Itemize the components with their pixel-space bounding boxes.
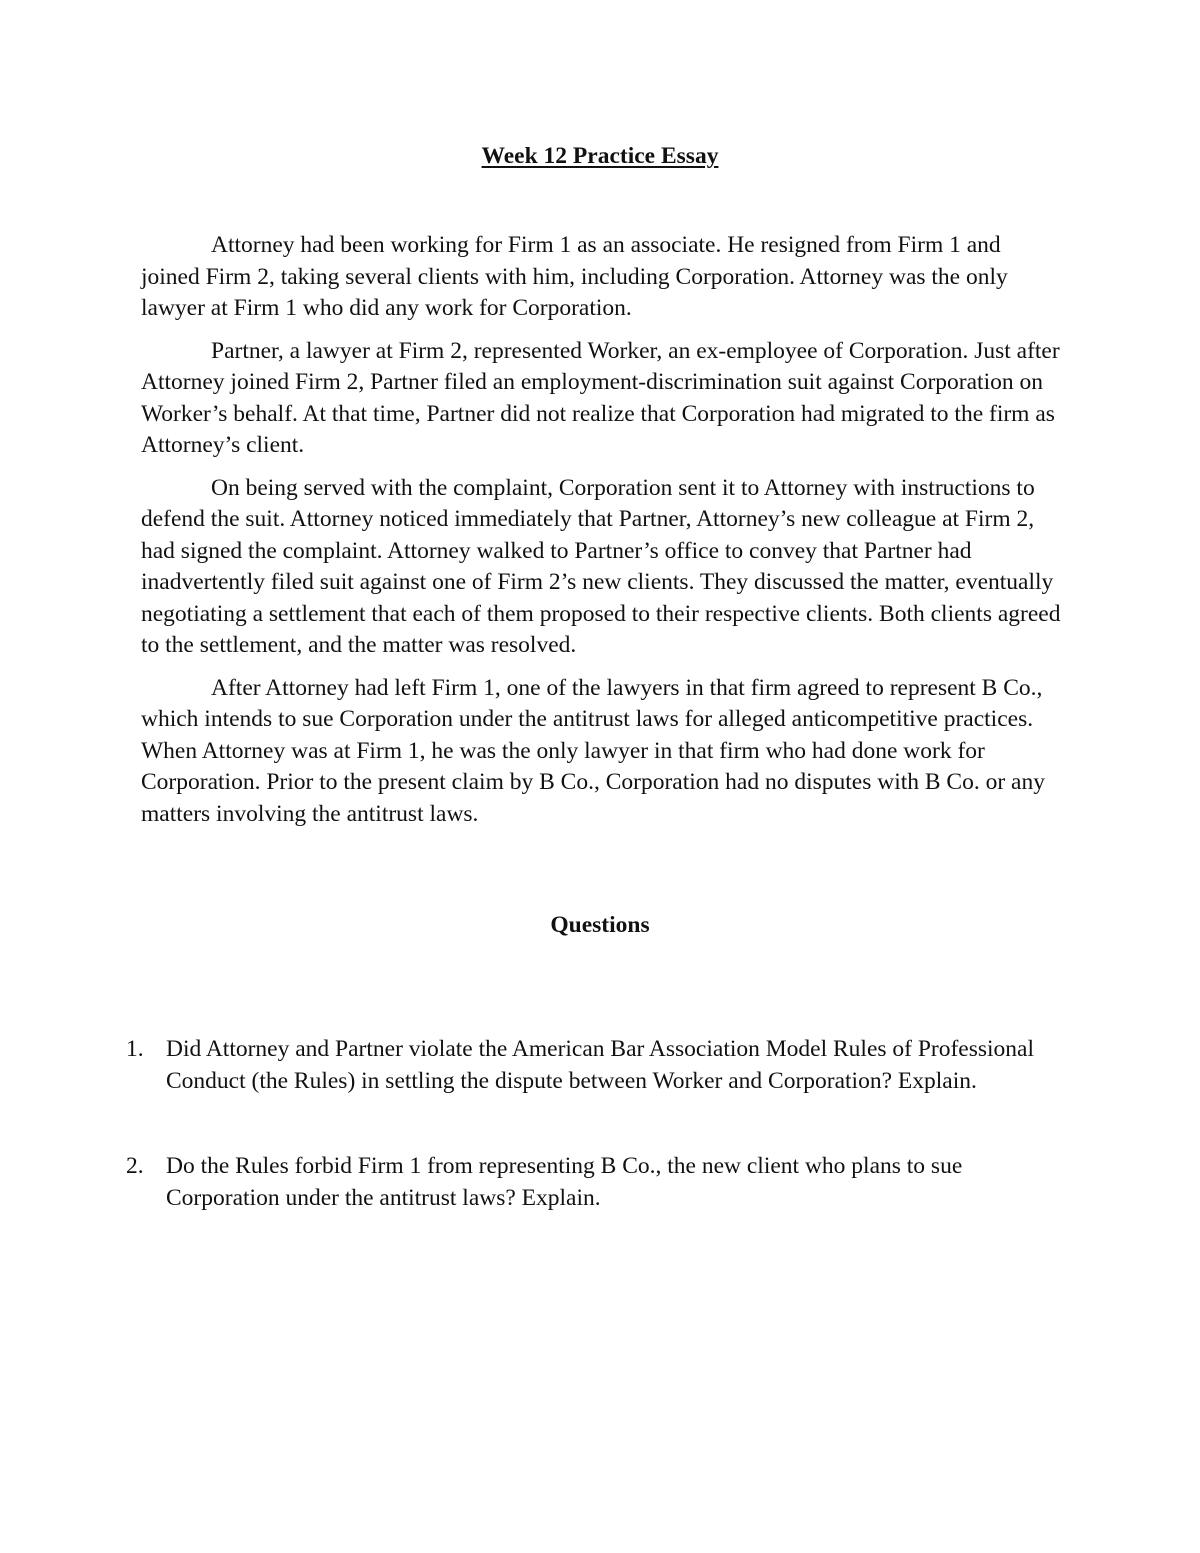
paragraph-2: Partner, a lawyer at Firm 2, represented Worker, an ex-employee of Corporation. Just after Attorney joined Firm 2, Partner filed an employment-discrimination suit against Corporation on Worker’s behalf. At that time, Partner did not realize that Corporation had migrated to the firm as Attorney’s client. [141,337,1060,458]
question-text: Do the Rules forbid Firm 1 from representing B Co., the new client who plans to sue Corporation under the antitrust laws? Explain. [166,1153,963,1211]
document-title: Week 12 Practice Essay [481,143,719,169]
paragraph-3: On being served with the complaint, Corporation sent it to Attorney with instructions to defend the suit. Attorney noticed immediately that Partner, Attorney’s new colleague at Firm 2, had signed the complaint. Attorney walked to Partner’s office to convey that Partner had inadvertently filed suit against one of Firm 2’s new clients. They discussed the matter, eventually negotiating a settlement that each of them proposed to their respective clients. Both clients agreed to the settlement, and the matter was resolved. [141,474,1061,658]
question-number: 1. [126,1036,144,1062]
question-item [126,1034,1066,1097]
essay-body [141,230,1061,841]
question-list [126,1034,1066,1268]
paragraph-1: Attorney had been working for Firm 1 as an associate. He resigned from Firm 1 and joined Firm 2, taking several clients with him, including Corporation. Attorney was the only lawyer at Firm 1 who did any work for Corporation. [141,232,1008,321]
questions-heading: Questions [550,912,650,938]
question-number: 2. [126,1153,144,1179]
paragraph-4: After Attorney had left Firm 1, one of the lawyers in that firm agreed to represent B Co., which intends to sue Corporation under the antitrust laws for alleged anticompetitive practices. When Attorney was at Firm 1, he was the only lawyer in that firm who had done work for Corporation. Prior to the present claim by B Co., Corporation had no disputes with B Co. or any matters involving the antitrust laws. [141,674,1045,827]
question-text: Did Attorney and Partner violate the American Bar Association Model Rules of Professional Conduct (the Rules) in settling the dispute between Worker and Corporation? Explain. [166,1036,1035,1094]
question-item [126,1151,1066,1214]
